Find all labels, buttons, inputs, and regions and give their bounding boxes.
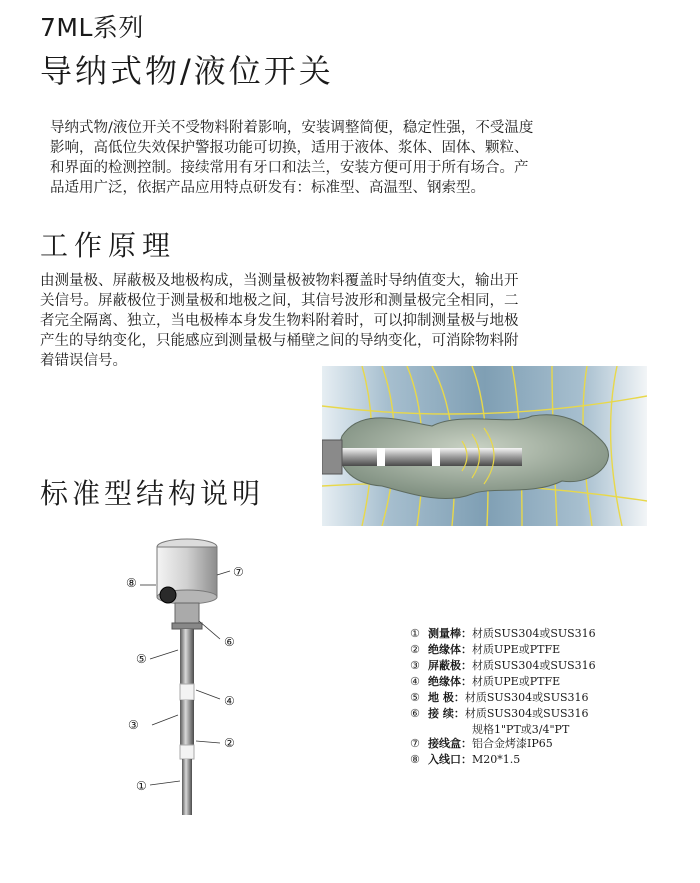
device-structure-drawing	[120, 535, 380, 835]
insulator-upper	[180, 684, 194, 700]
series-title: 7ML系列	[40, 13, 144, 42]
shield-electrode	[180, 700, 194, 745]
page-title: 导纳式物/液位开关	[40, 52, 334, 90]
spec-item: ⑧ 入线口：M20*1.5	[410, 753, 521, 766]
callout-7: ⑦	[233, 565, 244, 579]
intro-paragraph	[50, 118, 650, 198]
spec-item: ⑦ 接线盒：铝合金烤漆IP65	[410, 737, 553, 750]
spec-extra: 规格1"PT或3/4"PT	[472, 723, 570, 736]
insulator	[432, 448, 440, 466]
spec-item: ⑤ 地 极：材质SUS304或SUS316	[410, 691, 589, 704]
intro-line: 和界面的检测控制。接续常用有牙口和法兰，安装方便可用于所有场合。产	[50, 160, 529, 176]
principle-line: 产生的导纳变化，只能感应到测量极与桶壁之间的导纳变化，可消除物料附	[40, 333, 519, 349]
spec-item: ④ 绝缘体：材质UPE或PTFE	[410, 675, 561, 688]
principle-line: 关信号。屏蔽极位于测量极和地极之间，其信号波形和测量极完全相同，二	[40, 293, 519, 309]
spec-item: ② 绝缘体：材质UPE或PTFE	[410, 643, 561, 656]
callout-1: ①	[136, 779, 147, 793]
insulator	[377, 448, 385, 466]
principle-paragraph	[40, 271, 640, 371]
principle-line: 由测量极、屏蔽极及地极构成，当测量极被物料覆盖时导纳值变大，输出开	[40, 273, 519, 289]
insulator-lower	[180, 745, 194, 759]
principle-line: 着错误信号。	[40, 353, 127, 369]
ground-electrode	[180, 629, 194, 684]
callout-3: ③	[128, 718, 139, 732]
cable-entry	[160, 587, 176, 603]
principle-illustration	[322, 366, 647, 526]
spec-item: ① 测量棒：材质SUS304或SUS316	[410, 627, 596, 640]
principle-heading: 工作原理	[40, 229, 177, 262]
connection-thread	[175, 603, 199, 623]
probe-fitting	[322, 440, 342, 474]
structure-heading: 标准型结构说明	[40, 477, 265, 510]
callout-4: ④	[224, 694, 235, 708]
spec-item: ⑥ 接 续：材质SUS304或SUS316 规格1"PT或3/4"PT	[410, 706, 596, 736]
intro-line: 影响，高低位失效保护警报功能可切换，适用于液体、浆体、固体、颗粒、	[50, 140, 529, 156]
callout-5: ⑤	[136, 652, 147, 666]
intro-line: 导纳式物/液位开关不受物料附着影响，安装调整简便，稳定性强，不受温度	[50, 120, 534, 136]
principle-line: 者完全隔离、独立，当电极棒本身发生物料附着时，可以抑制测量极与地极	[40, 313, 519, 329]
intro-line: 品适用广泛，依据产品应用特点研发有：标准型、高温型、钢索型。	[50, 180, 485, 196]
callout-2: ②	[224, 736, 235, 750]
spec-item: ③ 屏蔽极：材质SUS304或SUS316	[410, 659, 596, 672]
spec-list	[410, 626, 596, 768]
measuring-rod	[182, 759, 192, 815]
probe-rod	[322, 448, 522, 466]
callout-6: ⑥	[224, 635, 235, 649]
callout-8: ⑧	[126, 576, 137, 590]
